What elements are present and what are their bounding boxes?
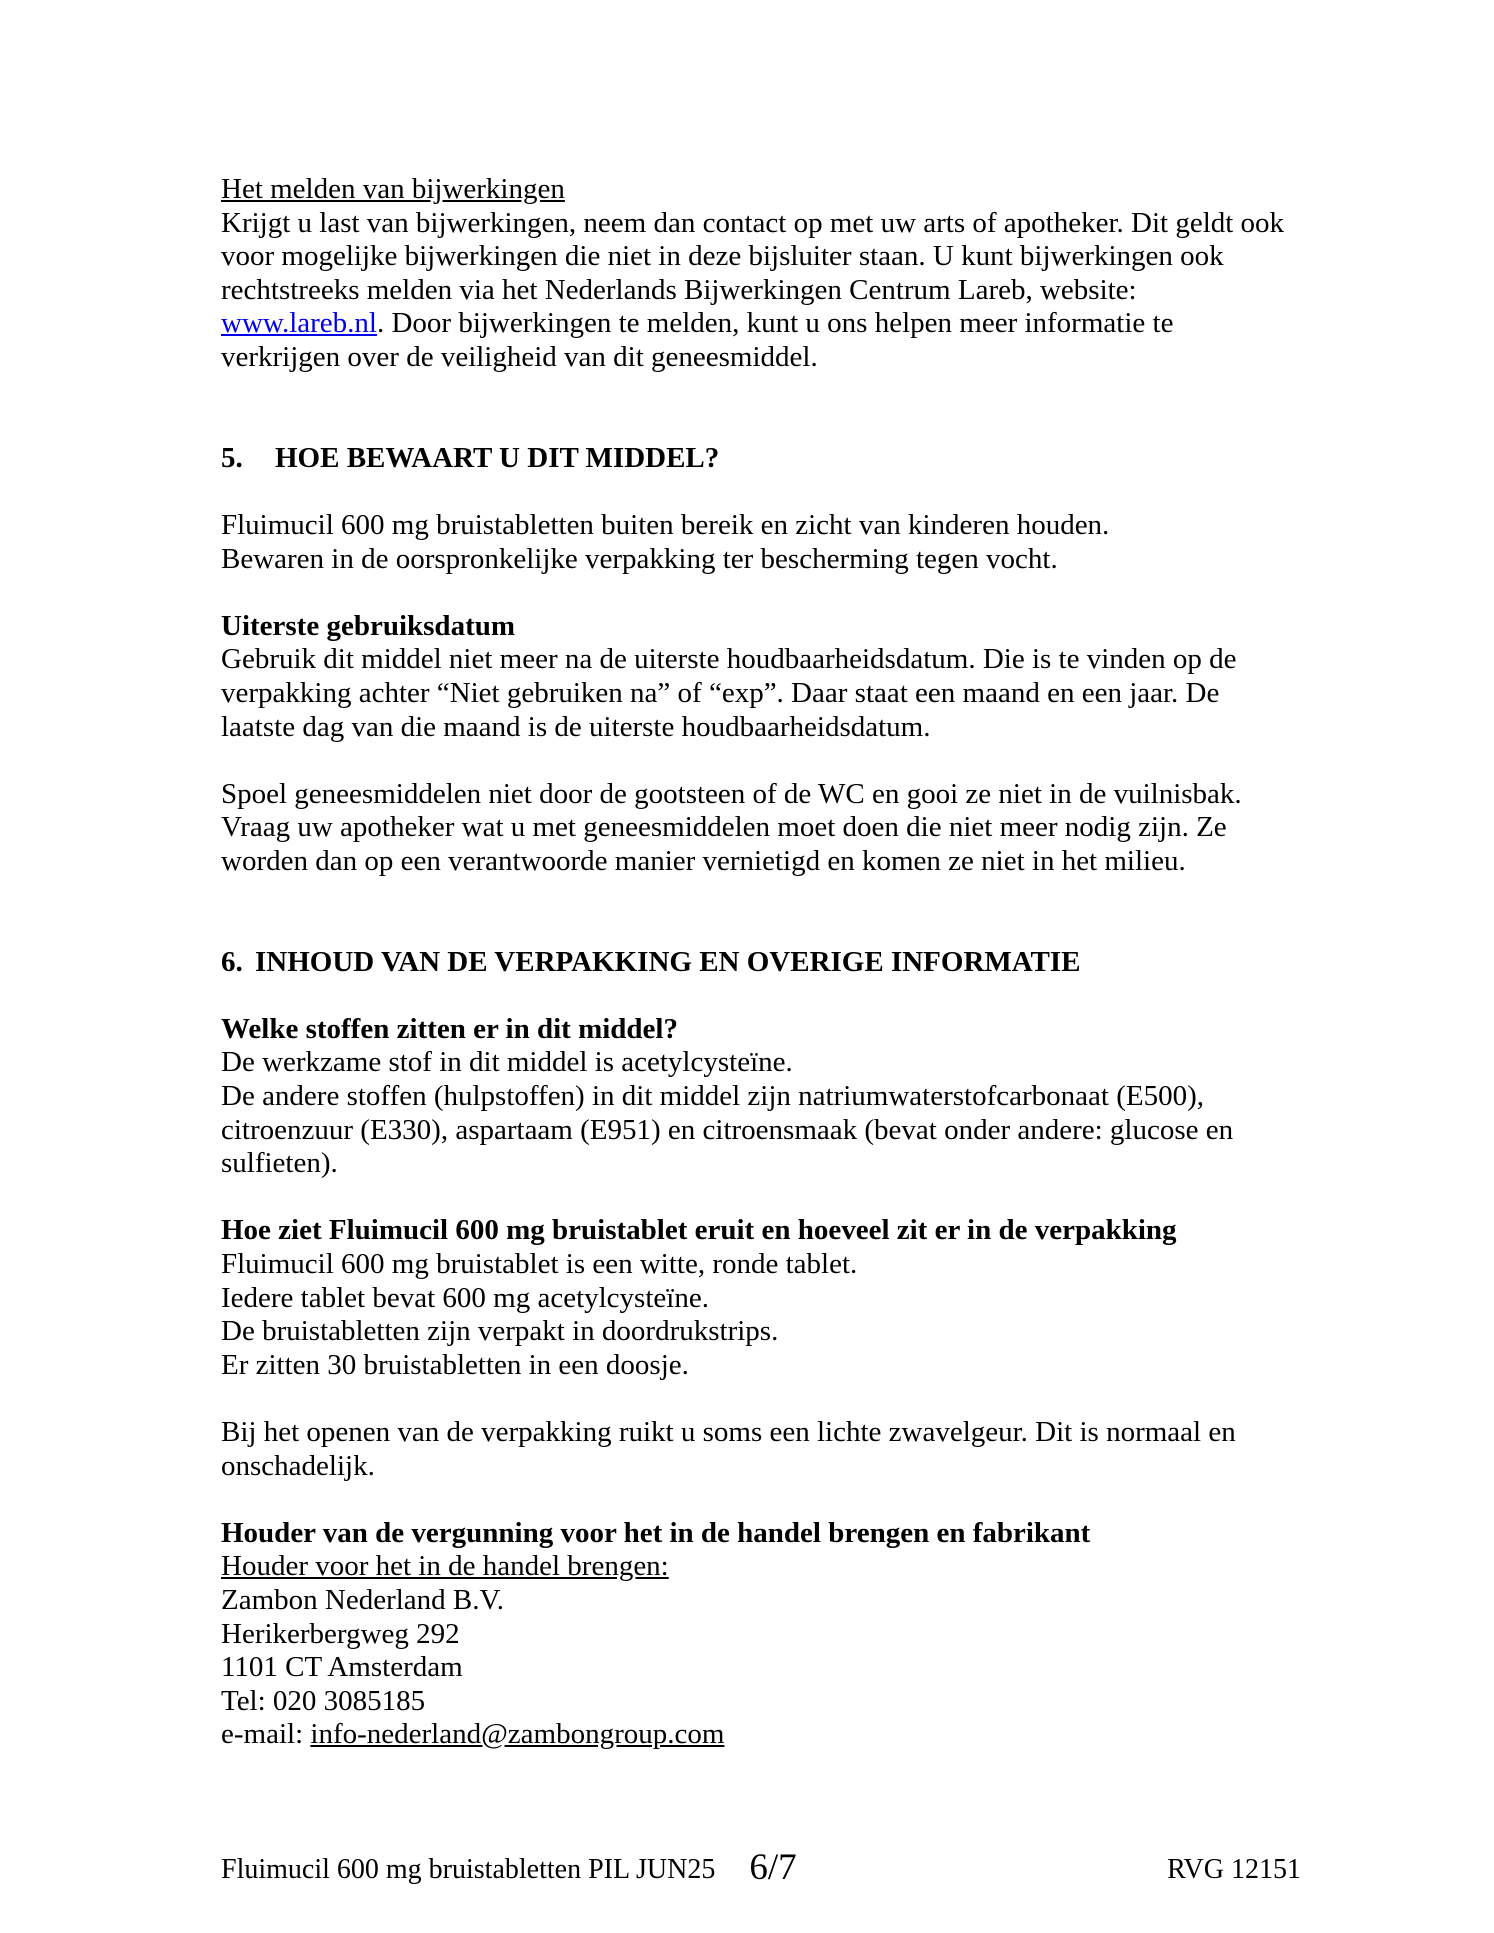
ingredients-paragraph: [221, 1046, 1306, 1180]
text-line: [221, 1349, 1306, 1383]
text-span: De werkzame stof in dit middel is acetylcysteïne.: [221, 1046, 793, 1079]
text-span: Iedere tablet bevat 600 mg acetylcysteïne.: [221, 1281, 709, 1314]
text-line: [221, 1147, 1306, 1181]
section-number: 5.: [221, 441, 243, 474]
heading-line: [221, 173, 1306, 207]
side-effects-reporting-paragraph: [221, 207, 1306, 375]
text-line: [221, 543, 1306, 577]
text-line: [221, 1651, 1306, 1685]
text-line: [221, 274, 1306, 308]
text-line: [221, 1584, 1306, 1618]
text-span: Vraag uw apotheker wat u met geneesmiddelen moet doen die niet meer nodig zijn. Ze: [221, 811, 1227, 844]
text-line: [221, 1282, 1306, 1316]
appearance-heading: [221, 1214, 1306, 1248]
lareb-website-link[interactable]: www.lareb.nl: [221, 307, 377, 340]
text-span: verkrijgen over de veiligheid van dit geneesmiddel.: [221, 340, 818, 373]
text-span: Herikerbergweg 292: [221, 1617, 460, 1650]
text-span: Spoel geneesmiddelen niet door de gootsteen of de WC en gooi ze niet in de vuilnisbak.: [221, 777, 1242, 810]
text-span: Welke stoffen zitten er in dit middel?: [221, 1012, 678, 1045]
text-line: [221, 643, 1306, 677]
text-span: Houder voor het in de handel brengen:: [221, 1550, 669, 1583]
text-span: laatste dag van die maand is de uiterste houdbaarheidsdatum.: [221, 710, 931, 743]
text-line: [221, 1248, 1306, 1282]
text-span: citroenzuur (E330), aspartaam (E951) en citroensmaak (bevat onder andere: glucose en: [221, 1113, 1234, 1146]
text-span: voor mogelijke bijwerkingen die niet in deze bijsluiter staan. U kunt bijwerkingen ook: [221, 240, 1224, 273]
text-span: Zambon Nederland B.V.: [221, 1583, 504, 1616]
heading-line: [221, 442, 1306, 476]
section-6-heading: [221, 946, 1306, 980]
heading-line: [221, 1517, 1306, 1551]
text-span: e-mail:: [221, 1718, 311, 1751]
text-line: [221, 811, 1306, 845]
disposal-paragraph: [221, 778, 1306, 879]
section-5-heading: [221, 442, 1306, 476]
text-line: [221, 1046, 1306, 1080]
text-line: [221, 240, 1306, 274]
text-line: [221, 1114, 1306, 1148]
text-span: 1101 CT Amsterdam: [221, 1651, 463, 1684]
text-line: [221, 1450, 1306, 1484]
text-span: sulfieten).: [221, 1147, 338, 1180]
text-span: onschadelijk.: [221, 1449, 375, 1482]
license-holder-subheading: [221, 1550, 1306, 1584]
text-span: Fluimucil 600 mg bruistabletten buiten bereik en zicht van kinderen houden.: [221, 508, 1110, 541]
footer-document-name: Fluimucil 600 mg bruistabletten PIL JUN25: [221, 1854, 716, 1885]
side-effects-reporting-heading: [221, 173, 1306, 207]
footer-page-number: 6/7: [749, 1847, 797, 1888]
text-span: HOE BEWAART U DIT MIDDEL?: [275, 441, 720, 474]
text-line: [221, 1080, 1306, 1114]
company-address: [221, 1584, 1306, 1752]
section-number: 6.: [221, 945, 243, 978]
text-span: Houder van de vergunning voor het in de handel brengen en fabrikant: [221, 1516, 1091, 1549]
text-span: Fluimucil 600 mg bruistablet is een witte, ronde tablet.: [221, 1248, 858, 1280]
license-holder-heading: [221, 1517, 1306, 1551]
storage-paragraph: [221, 509, 1306, 576]
ingredients-heading: [221, 1013, 1306, 1047]
email-link[interactable]: info-nederland@zambongroup.com: [310, 1718, 725, 1751]
heading-line: [221, 1550, 1306, 1584]
text-line: [221, 1315, 1306, 1349]
heading-line: [221, 1013, 1306, 1047]
text-span: rechtstreeks melden via het Nederlands Bijwerkingen Centrum Lareb, website:: [221, 273, 1137, 306]
text-span: . Door bijwerkingen te melden, kunt u ons helpen meer informatie te: [376, 307, 1174, 340]
text-line: [221, 711, 1306, 745]
heading-line: [221, 610, 1306, 644]
text-line: [221, 1416, 1306, 1450]
text-line: [221, 509, 1306, 543]
text-span: Hoe ziet Fluimucil 600 mg bruistablet eruit en hoeveel zit er in de verpakking: [221, 1214, 1177, 1247]
text-span: Het melden van bijwerkingen: [221, 173, 565, 205]
text-line: [221, 207, 1306, 241]
text-line: [221, 1618, 1306, 1652]
text-span: Uiterste gebruiksdatum: [221, 609, 516, 642]
text-line: [221, 677, 1306, 711]
expiry-date-paragraph: [221, 643, 1306, 744]
text-span: Bewaren in de oorspronkelijke verpakking ter bescherming tegen vocht.: [221, 542, 1058, 575]
heading-line: [221, 946, 1306, 980]
footer-registration-number: RVG 12151: [1167, 1854, 1301, 1885]
text-line: [221, 1685, 1306, 1719]
expiry-date-heading: [221, 610, 1306, 644]
text-span: Bij het openen van de verpakking ruikt u soms een lichte zwavelgeur. Dit is normaal en: [221, 1415, 1236, 1448]
text-span: De bruistabletten zijn verpakt in doordrukstrips.: [221, 1315, 779, 1348]
text-line: [221, 341, 1306, 375]
document-content: [221, 173, 1306, 1752]
text-span: worden dan op een verantwoorde manier vernietigd en komen ze niet in het milieu.: [221, 844, 1186, 877]
text-span: De andere stoffen (hulpstoffen) in dit middel zijn natriumwaterstofcarbonaat (E500),: [221, 1080, 1204, 1113]
text-span: verpakking achter “Niet gebruiken na” of “exp”. Daar staat een maand en een jaar. De: [221, 676, 1220, 709]
text-span: Er zitten 30 bruistabletten in een doosje.: [221, 1348, 689, 1381]
appearance-paragraph: [221, 1248, 1306, 1382]
text-line: [221, 307, 1306, 341]
text-span: Krijgt u last van bijwerkingen, neem dan contact op met uw arts of apotheker. Dit geldt ook: [221, 206, 1285, 239]
heading-line: [221, 1214, 1306, 1248]
text-line: [221, 845, 1306, 879]
text-span: INHOUD VAN DE VERPAKKING EN OVERIGE INFORMATIE: [255, 945, 1081, 978]
page-footer: [221, 1846, 1301, 1892]
text-span: Gebruik dit middel niet meer na de uiterste houdbaarheidsdatum. Die is te vinden op de: [221, 643, 1237, 676]
text-line: [221, 1718, 1306, 1752]
text-span: Tel: 020 3085185: [221, 1684, 426, 1717]
text-line: [221, 778, 1306, 812]
smell-paragraph: [221, 1416, 1306, 1483]
